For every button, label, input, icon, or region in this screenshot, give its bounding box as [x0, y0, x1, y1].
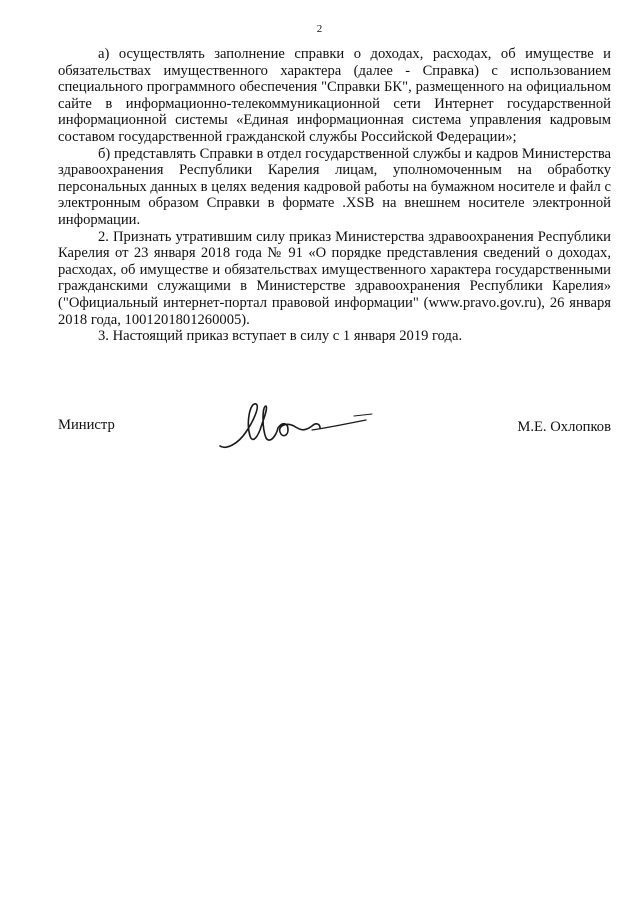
signer-title: Министр — [58, 417, 115, 433]
page-number: 2 — [316, 23, 323, 35]
document-body — [58, 46, 611, 345]
paragraph-3: 3. Настоящий приказ вступает в силу с 1 января 2019 года. — [98, 328, 463, 345]
signer-name: М.Е. Охлопков — [517, 419, 611, 435]
paragraph-a: а) осуществлять заполнение справки о доходах, расходах, об имуществе и обязательствах имущественного характера (далее - Справка) с использованием специального программного обеспечения "Справки БК", размещенного на официальном сайте в информационно-телекоммуникационной сети Интернет государственной информационной системы «Единая информационная система управления кадровым составом государственной гражданской службы Российской Федерации»; — [58, 46, 611, 145]
signature-block — [58, 400, 611, 460]
paragraph-b: б) представлять Справки в отдел государственной службы и кадров Министерства здравоохранения Республики Карелия лицам, уполномоченным на обработку персональных данных в целях ведения кадровой работы на бумажном носителе и файл с электронным образом Справки в формате .XSB на внешнем носителе электронной информации. — [58, 145, 611, 228]
handwritten-signature — [216, 400, 376, 452]
paragraph-2: 2. Признать утратившим силу приказ Министерства здравоохранения Республики Карелия от 23 января 2018 года № 91 «О порядке представления сведений о доходах, расходах, об имуществе и обязательствах имущественного характера государственными гражданскими служащими в Министерстве здравоохранения Республики Карелия» ("Официальный интернет-портал правовой информации" (www.pravo.gov.ru), 26 января 2018 года, 1001201801260005). — [58, 228, 611, 328]
